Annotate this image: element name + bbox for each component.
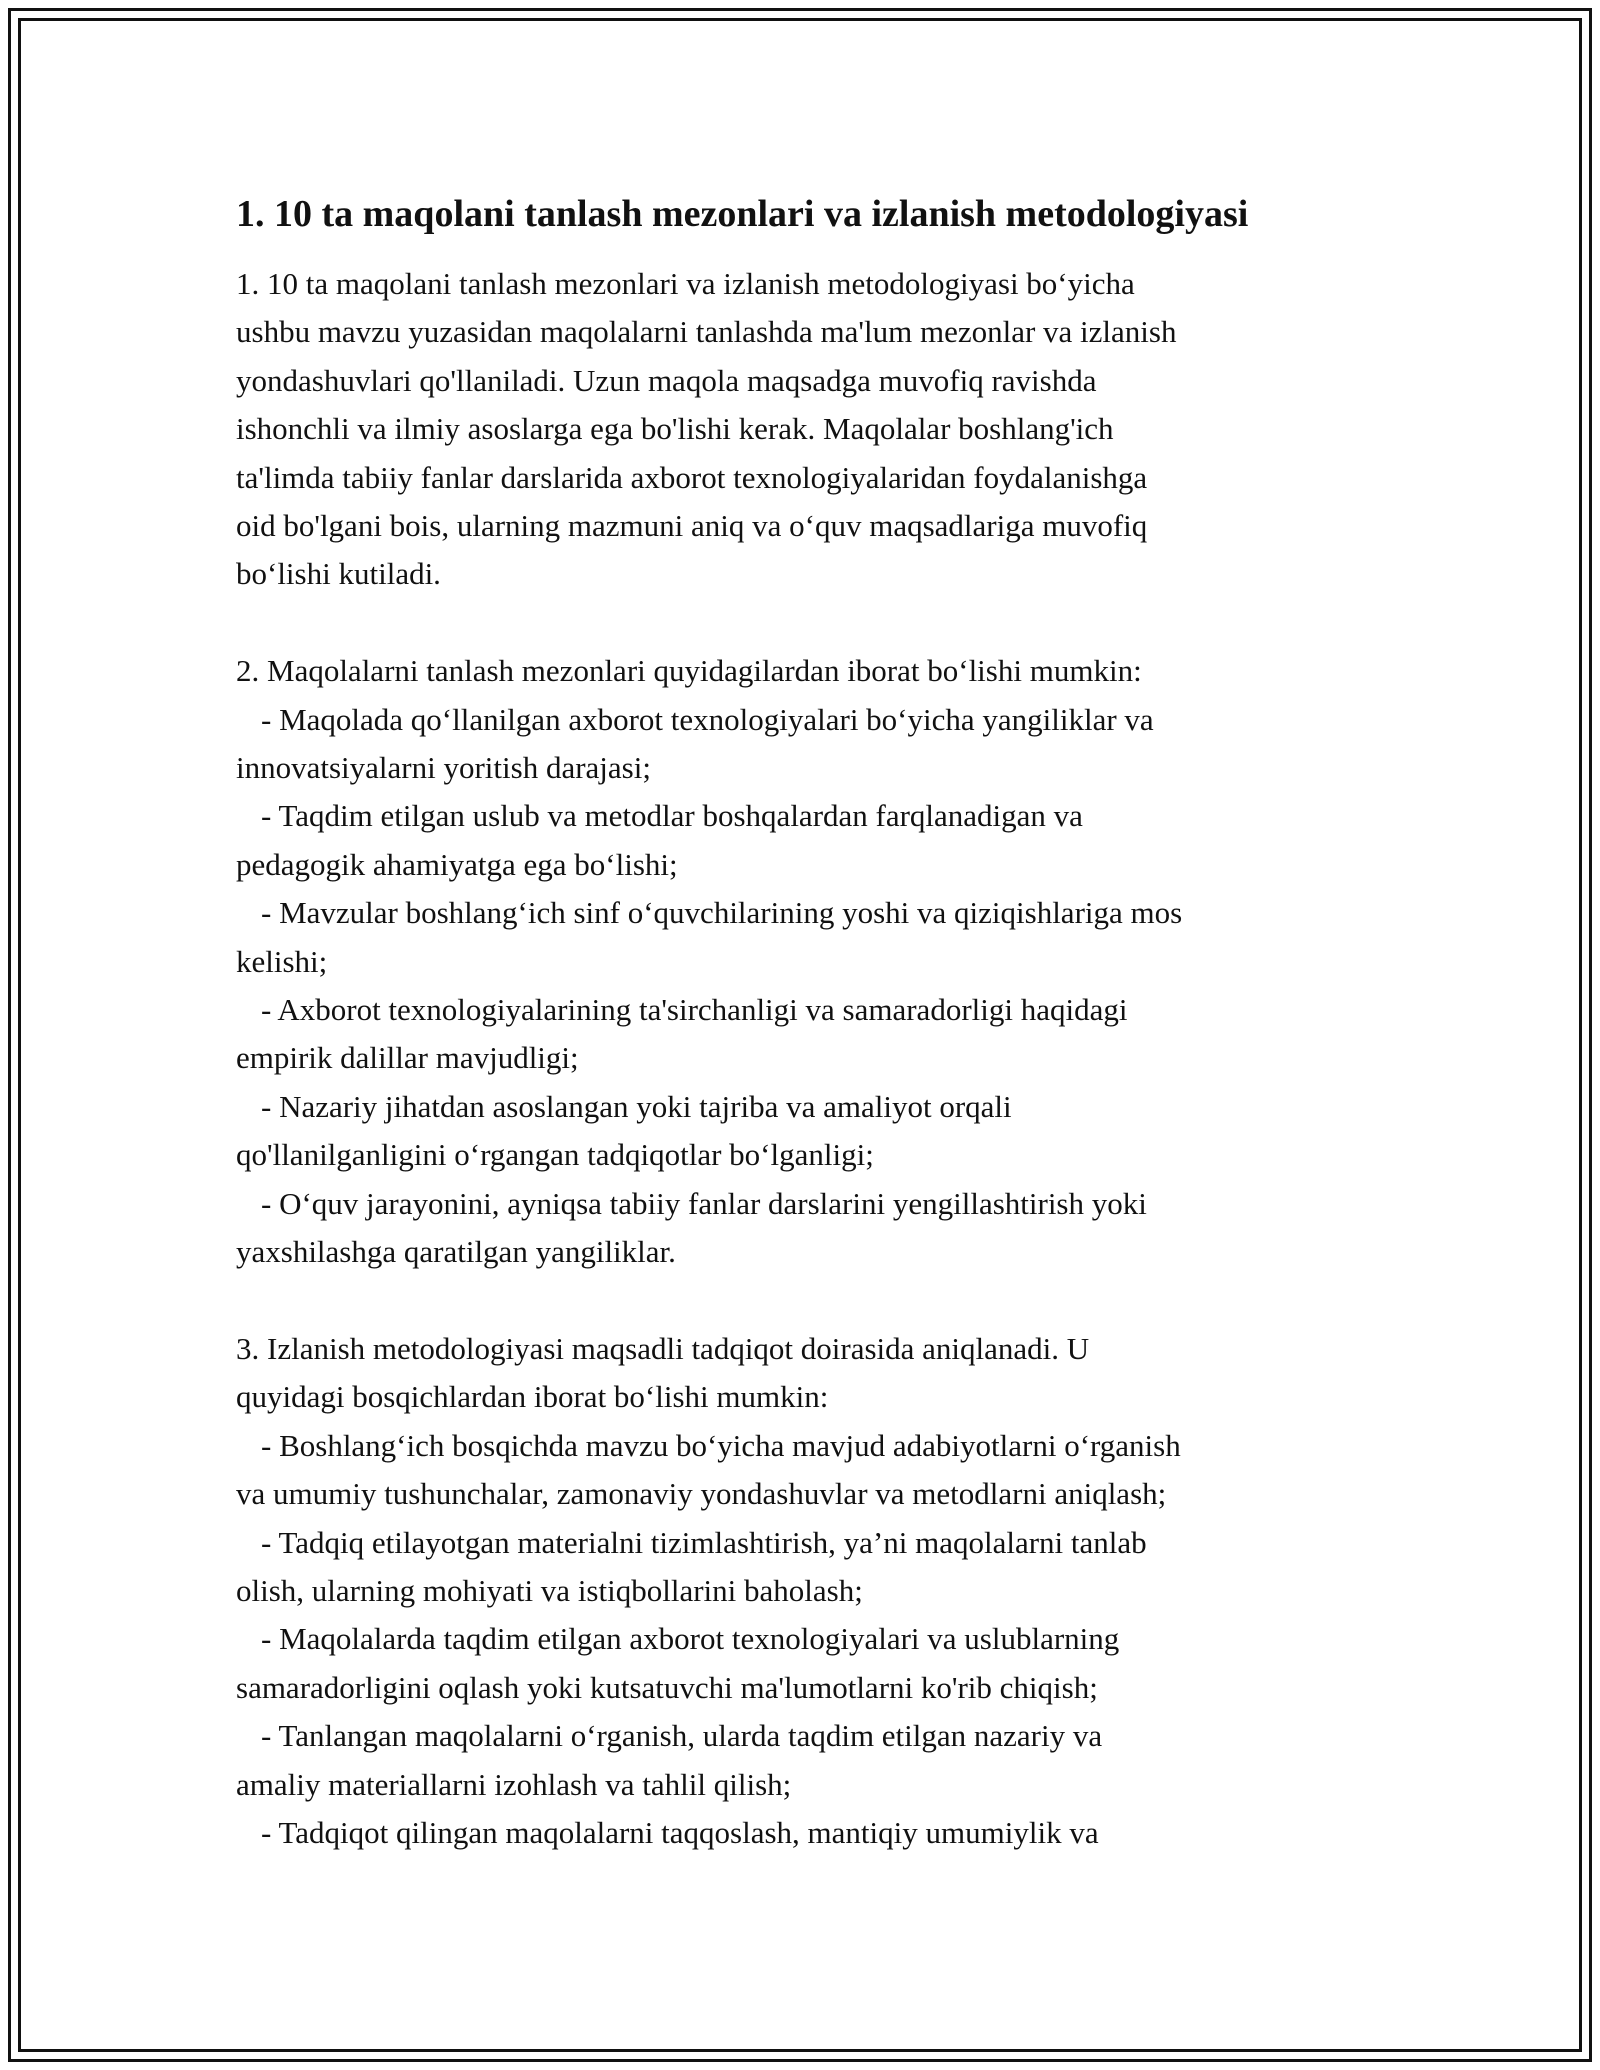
paragraph-line: oid bo'lgani bois, ularning mazmuni aniq va o‘quv maqsadlariga muvofiq <box>236 508 1148 544</box>
list-item: - Boshlang‘ich bosqichda mavzu bo‘yicha mavjud adabiyotlarni o‘rganish <box>261 1427 1181 1463</box>
list-item-continuation: pedagogik ahamiyatga ega bo‘lishi; <box>236 846 678 882</box>
list-item-continuation: yaxshilashga qaratilgan yangiliklar. <box>236 1234 676 1270</box>
list-item-continuation: olish, ularning mohiyati va istiqbollarini baholash; <box>236 1572 863 1608</box>
list-item: - Maqolalarda taqdim etilgan axborot texnologiyalari va uslublarning <box>261 1621 1120 1657</box>
paragraph-line: 1. 10 ta maqolani tanlash mezonlari va izlanish metodologiyasi bo‘yicha <box>236 266 1135 301</box>
list-item: - Tadqiqot qilingan maqolalarni taqqoslash, mantiqiy umumiylik va <box>261 1814 1099 1850</box>
list-item-continuation: qo'llanilganligini o‘rgangan tadqiqotlar bo‘lganligi; <box>236 1137 874 1173</box>
section-3 <box>236 1325 1396 1857</box>
methodology-list <box>236 1422 1396 1858</box>
list-item: - Maqolada qo‘llanilgan axborot texnologiyalari bo‘yicha yangiliklar va <box>261 701 1154 737</box>
section-1 <box>236 260 1396 599</box>
section-2-intro: 2. Maqolalarni tanlash mezonlari quyidagilardan iborat bo‘lishi mumkin: <box>236 653 1142 689</box>
list-item: - Taqdim etilgan uslub va metodlar boshqalardan farqlanadigan va <box>261 798 1083 834</box>
document-title: 1. 10 ta maqolani tanlash mezonlari va izlanish metodologiyasi <box>236 193 1249 235</box>
section-3-intro: 3. Izlanish metodologiyasi maqsadli tadqiqot doirasida aniqlanadi. U <box>236 1330 1090 1366</box>
list-item-continuation: kelishi; <box>236 943 328 979</box>
list-item: - Axborot texnologiyalarining ta'sirchanligi va samaradorligi haqidagi <box>261 992 1128 1028</box>
section-2 <box>236 647 1396 1276</box>
list-item: - Nazariy jihatdan asoslangan yoki tajriba va amaliyot orqali <box>261 1088 1012 1124</box>
list-item-continuation: samaradorligini oqlash yoki kutsatuvchi ma'lumotlarni ko'rib chiqish; <box>236 1669 1098 1705</box>
paragraph-line: ishonchli va ilmiy asoslarga ega bo'lishi kerak. Maqolalar boshlang'ich <box>236 411 1114 447</box>
paragraph-line: bo‘lishi kutiladi. <box>236 556 441 592</box>
criteria-list <box>236 696 1396 1277</box>
list-item: - Tanlangan maqolalarni o‘rganish, ularda taqdim etilgan nazariy va <box>261 1718 1103 1754</box>
list-item-continuation: innovatsiyalarni yoritish darajasi; <box>236 750 651 786</box>
list-item-continuation: empirik dalillar mavjudligi; <box>236 1040 579 1076</box>
paragraph-gap <box>236 1277 1396 1325</box>
paragraph-gap <box>236 599 1396 647</box>
list-item: - O‘quv jarayonini, ayniqsa tabiiy fanlar darslarini yengillashtirish yoki <box>261 1185 1147 1221</box>
section-3-intro: quyidagi bosqichlardan iborat bo‘lishi mumkin: <box>236 1379 829 1415</box>
paragraph-line: yondashuvlari qo'llaniladi. Uzun maqola maqsadga muvofiq ravishda <box>236 362 1097 398</box>
list-item: - Tadqiq etilayotgan materialni tizimlashtirish, ya’ni maqolalarni tanlab <box>261 1524 1147 1560</box>
list-item: - Mavzular boshlang‘ich sinf o‘quvchilarining yoshi va qiziqishlariga mos <box>261 895 1183 931</box>
document-body <box>236 186 1396 1857</box>
paragraph-line: ta'limda tabiiy fanlar darslarida axborot texnologiyalaridan foydalanishga <box>236 459 1148 495</box>
paragraph-line: ushbu mavzu yuzasidan maqolalarni tanlashda ma'lum mezonlar va izlanish <box>236 314 1177 350</box>
list-item-continuation: va umumiy tushunchalar, zamonaviy yondashuvlar va metodlarni aniqlash; <box>236 1476 1167 1512</box>
list-item-continuation: amaliy materiallarni izohlash va tahlil qilish; <box>236 1766 792 1802</box>
